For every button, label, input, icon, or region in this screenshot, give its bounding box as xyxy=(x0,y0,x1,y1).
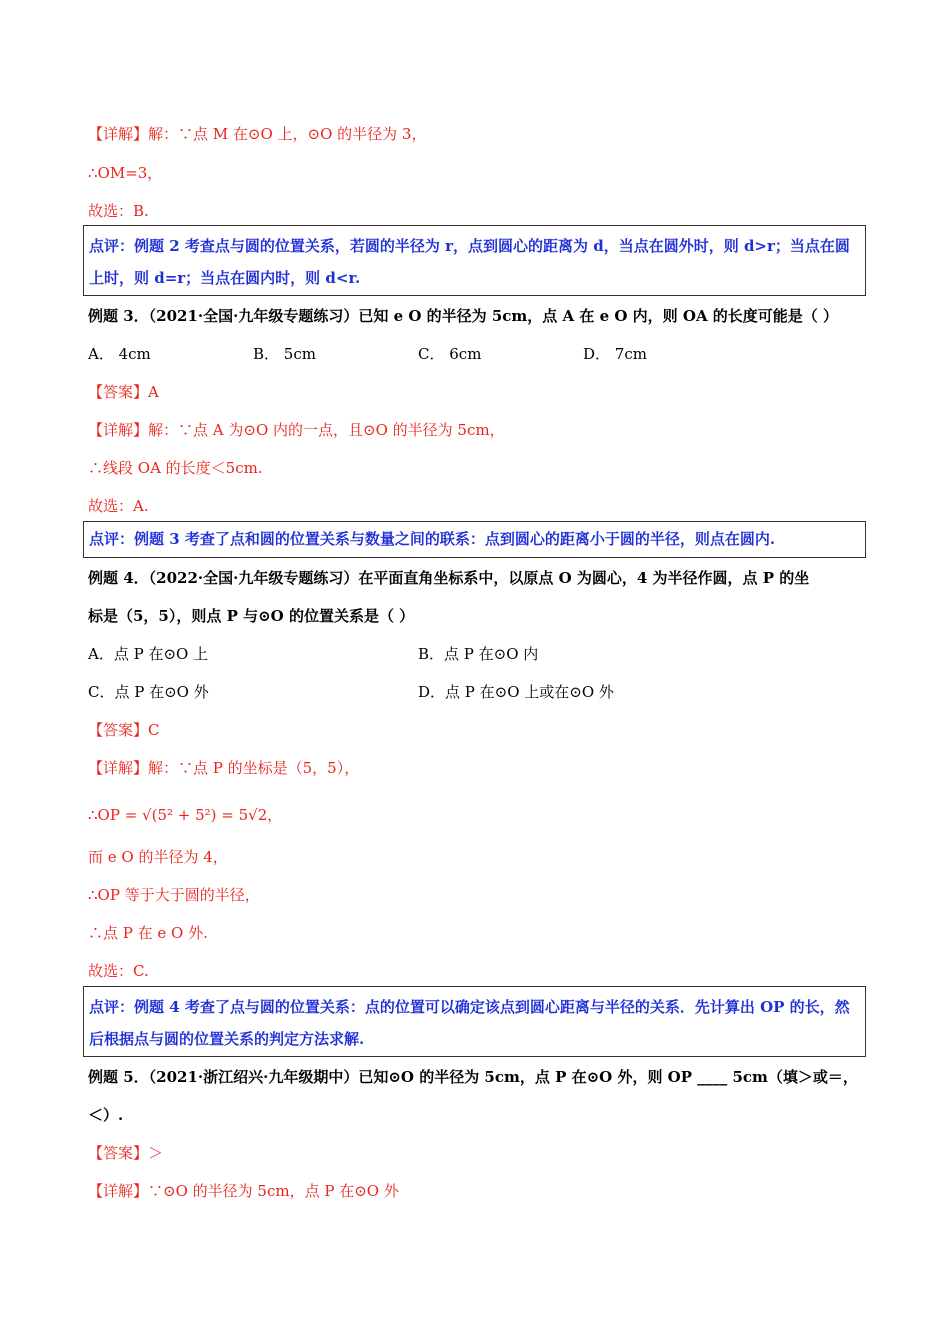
answer-line: 【答案】C xyxy=(88,721,160,739)
detail-line: ∴OP 等于大于圆的半径， xyxy=(88,886,260,904)
option-b: B． 5cm xyxy=(253,345,316,363)
detail-line: ∴线段 OA 的长度＜5cm. xyxy=(88,459,263,477)
option-b: B．点 P 在⊙O 内 xyxy=(418,645,539,663)
option-a: A． 4cm xyxy=(88,345,151,363)
review-box-2: 点评：例题 2 考查点与圆的位置关系，若圆的半径为 r，点到圆心的距离为 d，当点在圆外时，则 d>r；当点在圆上时，则 d=r；当点在圆内时，则 d<r. xyxy=(83,225,866,296)
detail-line: ∴OM=3， xyxy=(88,164,163,182)
example-4-question-cont: 标是（5，5），则点 P 与⊙O 的位置关系是（ ） xyxy=(88,607,415,625)
detail-line: 【详解】解：∵点 A 为⊙O 内的一点，且⊙O 的半径为 5cm， xyxy=(88,421,505,439)
review-box-3: 点评：例题 3 考查了点和圆的位置关系与数量之间的联系：点到圆心的距离小于圆的半径，则点在圆内. xyxy=(83,521,866,558)
choice-line: 故选：C. xyxy=(88,962,149,980)
option-c: C． 6cm xyxy=(418,345,482,363)
option-d: D．点 P 在⊙O 上或在⊙O 外 xyxy=(418,683,614,701)
detail-line: 【详解】∵⊙O 的半径为 5cm，点 P 在⊙O 外 xyxy=(88,1182,399,1200)
detail-line: 【详解】解：∵点 M 在⊙O 上，⊙O 的半径为 3， xyxy=(88,125,427,143)
detail-line: 【详解】解：∵点 P 的坐标是（5，5）， xyxy=(88,759,360,777)
answer-line: 【答案】A xyxy=(88,383,159,401)
example-4-question: 例题 4．（2022·全国·九年级专题练习）在平面直角坐标系中，以原点 O 为圆心，4 为半径作圆，点 P 的坐 xyxy=(88,569,810,587)
option-a: A．点 P 在⊙O 上 xyxy=(88,645,209,663)
answer-line: 【答案】＞ xyxy=(88,1144,164,1162)
example-3-question: 例题 3．（2021·全国·九年级专题练习）已知 e O 的半径为 5cm，点 A 在 e O 内，则 OA 的长度可能是（ ） xyxy=(88,307,839,325)
option-d: D． 7cm xyxy=(583,345,647,363)
example-5-question: 例题 5．（2021·浙江绍兴·九年级期中）已知⊙O 的半径为 5cm，点 P 在⊙O 外，则 OP ____ 5cm（填＞或＝，＜）. xyxy=(88,1068,858,1124)
formula-line: ∴OP = √(5² + 5²) = 5√2， xyxy=(88,806,283,824)
review-box-4: 点评：例题 4 考查了点与圆的位置关系：点的位置可以确定该点到圆心距离与半径的关系．先计算出 OP 的长，然后根据点与圆的位置关系的判定方法求解. xyxy=(83,986,866,1057)
detail-line: 而 e O 的半径为 4， xyxy=(88,848,228,866)
option-c: C．点 P 在⊙O 外 xyxy=(88,683,209,701)
choice-line: 故选：A. xyxy=(88,497,149,515)
choice-line: 故选：B. xyxy=(88,202,149,220)
detail-line: ∴点 P 在 e O 外. xyxy=(88,924,208,942)
